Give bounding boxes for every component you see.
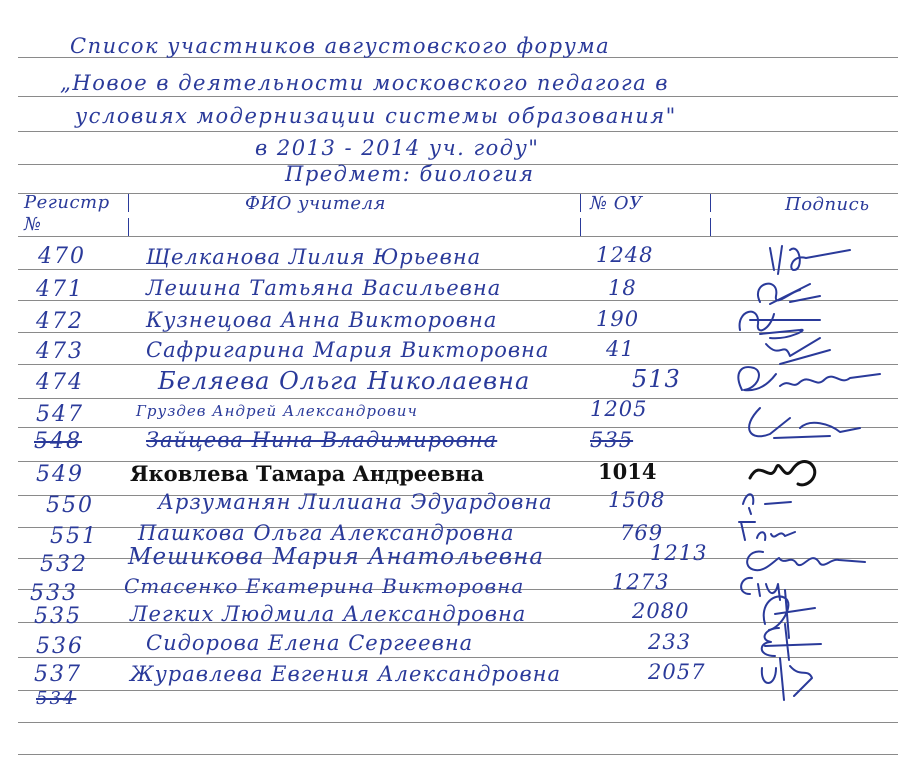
reg-number: 536 xyxy=(36,634,84,659)
teacher-name: Арзуманян Лилиана Эдуардовна xyxy=(158,490,553,514)
reg-number: 551 xyxy=(50,524,98,549)
column-divider xyxy=(128,194,129,212)
signature-scribble xyxy=(735,482,805,516)
reg-number: 473 xyxy=(36,339,84,364)
rule-line xyxy=(18,96,898,97)
teacher-name: Кузнецова Анна Викторовна xyxy=(146,308,498,332)
title-line-2: „Новое в деятельности московского педагога в xyxy=(60,71,670,95)
teacher-name: Сафригарина Мария Викторовна xyxy=(146,338,550,362)
school-number: 513 xyxy=(632,365,681,393)
rule-line xyxy=(18,236,898,237)
header-reg: Регистр № xyxy=(24,192,110,235)
teacher-name: Стасенко Екатерина Викторовна xyxy=(124,574,525,598)
struck-extra-number: 534 xyxy=(36,688,77,709)
header-signature: Подпись xyxy=(785,194,870,215)
reg-number: 471 xyxy=(36,277,84,302)
reg-number: 547 xyxy=(36,402,84,427)
school-number: 1248 xyxy=(596,243,654,267)
teacher-name: Беляева Ольга Николаевна xyxy=(158,367,531,395)
reg-number: 470 xyxy=(38,244,86,269)
rule-line xyxy=(18,193,898,194)
teacher-name: Пашкова Ольга Александровна xyxy=(138,521,515,545)
title-line-1: Список участников августовского форума xyxy=(70,34,611,58)
subject-label: Предмет: биология xyxy=(285,162,535,186)
reg-number: 472 xyxy=(36,309,84,334)
school-number: 1273 xyxy=(612,570,670,594)
reg-number: 537 xyxy=(34,662,82,687)
reg-number: 549 xyxy=(36,462,84,487)
school-number: 190 xyxy=(596,307,640,331)
column-divider xyxy=(710,194,711,212)
reg-number: 532 xyxy=(40,552,88,577)
teacher-name: Лешина Татьяна Васильевна xyxy=(146,276,502,300)
school-number: 769 xyxy=(620,521,664,545)
teacher-name: Груздев Андрей Александрович xyxy=(136,402,418,420)
rule-line xyxy=(18,754,898,755)
school-number: 41 xyxy=(606,337,635,361)
school-number-struck: 535 xyxy=(590,428,634,452)
school-number: 1508 xyxy=(608,488,666,512)
teacher-name: Мешикова Мария Анатольевна xyxy=(128,544,545,570)
column-divider xyxy=(710,218,711,236)
reg-number: 550 xyxy=(46,493,94,518)
teacher-name: Сидорова Елена Сергеевна xyxy=(146,631,474,655)
reg-number: 474 xyxy=(36,370,84,395)
school-number: 2080 xyxy=(632,599,690,623)
signature-scribble xyxy=(730,360,890,400)
title-line-4: в 2013 - 2014 уч. году" xyxy=(255,136,540,160)
school-number: 233 xyxy=(648,630,692,654)
rule-line xyxy=(18,722,898,723)
column-divider xyxy=(128,218,129,236)
signature-scribble xyxy=(730,398,870,448)
column-divider xyxy=(580,194,581,212)
rule-line xyxy=(18,131,898,132)
title-line-3: условиях модернизации системы образования" xyxy=(75,104,677,128)
teacher-name: Щелканова Лилия Юрьевна xyxy=(146,245,482,269)
reg-number: 533 xyxy=(30,581,78,606)
header-name: ФИО учителя xyxy=(245,193,386,214)
reg-number: 535 xyxy=(34,604,82,629)
teacher-name: Легких Людмила Александровна xyxy=(130,602,527,626)
school-number: 1014 xyxy=(598,459,657,484)
school-number: 2057 xyxy=(648,660,706,684)
column-divider xyxy=(580,218,581,236)
school-number: 1213 xyxy=(650,541,708,565)
reg-number-struck: 548 xyxy=(34,429,82,454)
teacher-name: Журавлева Евгения Александровна xyxy=(130,662,562,686)
teacher-name-struck: Зайцева Нина Владимировна xyxy=(146,428,498,452)
school-number: 18 xyxy=(608,276,637,300)
teacher-name: Яковлева Тамара Андреевна xyxy=(130,461,485,486)
school-number: 1205 xyxy=(590,397,648,421)
signature-scribble xyxy=(750,648,830,708)
header-school: № ОУ xyxy=(590,193,643,214)
